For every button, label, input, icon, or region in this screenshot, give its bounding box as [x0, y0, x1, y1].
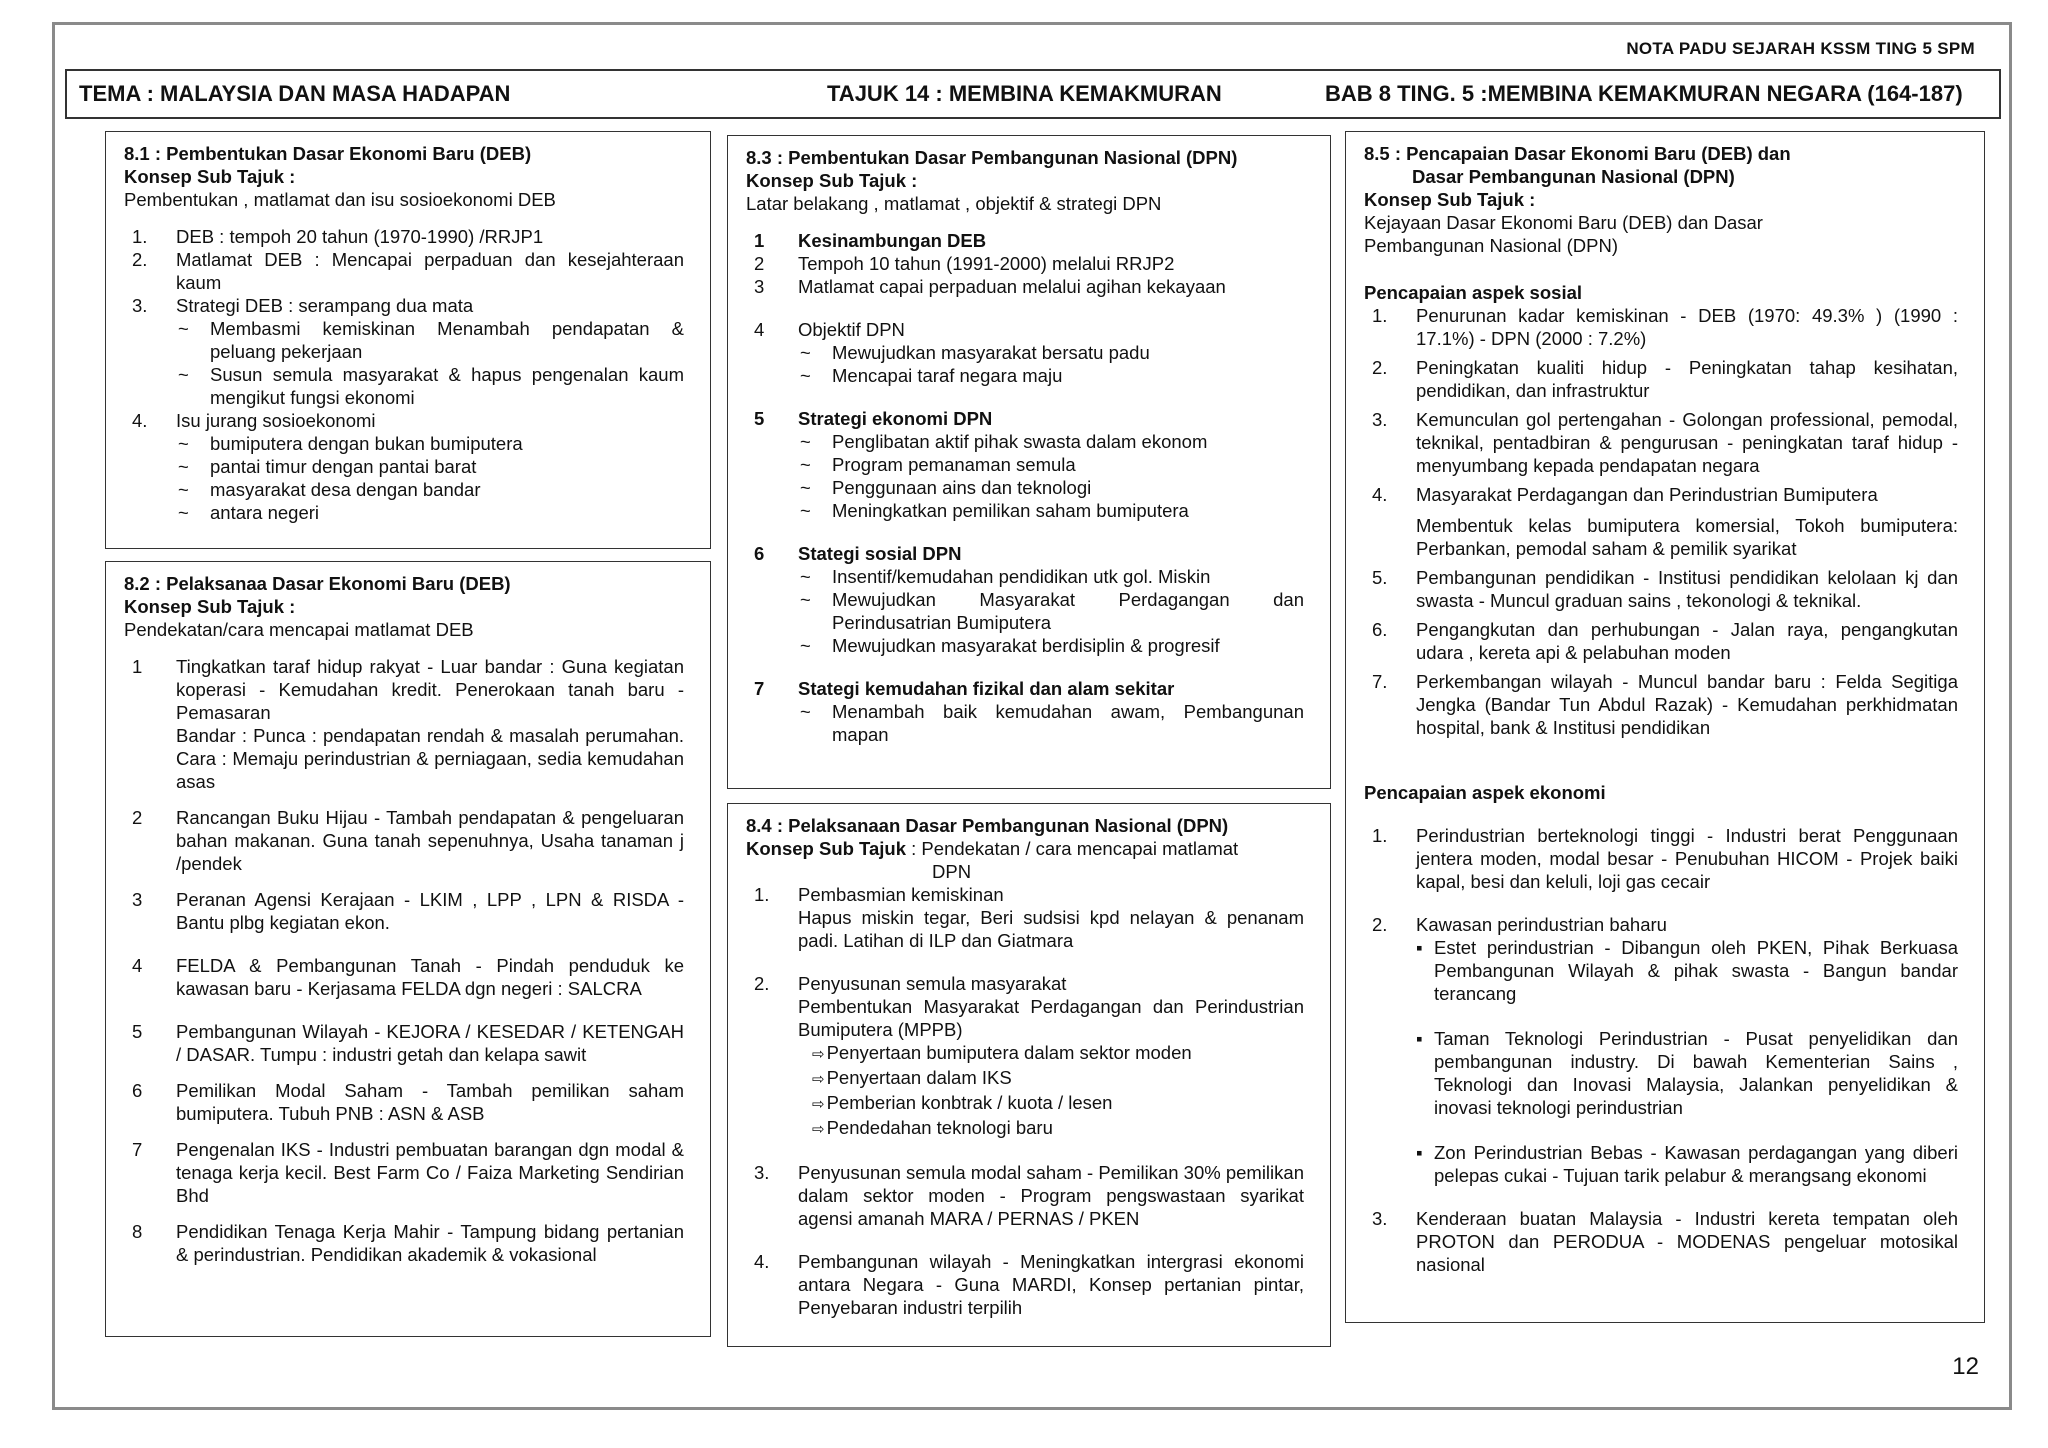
section-title-cont: Dasar Pembangunan Nasional (DPN)	[1412, 166, 1735, 187]
section-list	[746, 883, 1304, 1319]
list-item: 6 Pemilikan Modal Saham - Tambah pemilikan saham bumiputera. Tubuh PNB : ASN & ASB	[132, 1080, 684, 1124]
list-item: 3 Peranan Agensi Kerajaan - LKIM , LPP , LPN & RISDA - Bantu plbg kegiatan ekon.	[132, 889, 684, 933]
konsep-label: Konsep Sub Tajuk :	[124, 166, 296, 187]
konsep-label: Konsep Sub Tajuk	[746, 838, 907, 859]
section-8-5-box	[1345, 131, 1985, 1323]
list-item: 2. Kawasan perindustrian baharu ▪ Estet perindustrian - Dibangun oleh PKEN, Pihak Berkuasa Pembangunan Wilayah & pihak swasta - Bangun bandar terancang ▪ Taman Teknologi Perindustrian - Pusat penyelidikan dan pembangunan industry. Di bawah Kementerian Sains , Teknologi dan Inovasi Malaysia, Jalankan penyelidikan & inovasi teknologi perindustrian ▪ Zon Perindustrian Bebas - Kawasan perdagangan yang diberi pelepas cukai - Tujuan tarik pelabur & merangsang ekonomi	[1364, 913, 1958, 1187]
sub-item: ~ Insentif/kemudahan pendidikan utk gol. Miskin	[798, 565, 1304, 588]
section-list	[124, 655, 684, 1266]
sub-item: ~ pantai timur dengan pantai barat	[176, 455, 684, 478]
section-list	[746, 229, 1304, 746]
header-tema: TEMA : MALAYSIA DAN MASA HADAPAN	[79, 81, 511, 106]
sub-item: ~ masyarakat desa dengan bandar	[176, 478, 684, 501]
sub-item: ~ Mewujudkan Masyarakat Perdagangan dan Perindusatrian Bumiputera	[798, 588, 1304, 634]
list-item: 6 Stategi sosial DPN ~ Insentif/kemudahan pendidikan utk gol. Miskin ~ Mewujudkan Masyarakat Perdagangan dan Perindusatrian Bumiputera ~ Mewujudkan masyarakat berdisiplin & progresif	[746, 542, 1304, 657]
list-item: 1 Tingkatkan taraf hidup rakyat - Luar bandar : Guna kegiatan koperasi - Kemudahan kredit. Penerokaan tanah baru - Pemasaran Bandar : Punca : pendapatan rendah & masalah perumahan. Cara : Memaju perindustrian & perniagaan, sedia kemudahan asas	[132, 656, 684, 792]
konsep-label: Konsep Sub Tajuk :	[124, 596, 296, 617]
list-item: 4. Pembangunan wilayah - Meningkatkan intergrasi ekonomi antara Negara - Guna MARDI, Konsep pertanian pintar, Penyebaran industri terpilih	[754, 1251, 1304, 1318]
list-item: 7 Stategi kemudahan fizikal dan alam sekitar ~ Menambah baik kemudahan awam, Pembangunan mapan	[746, 677, 1304, 746]
list-item: 1. DEB : tempoh 20 tahun (1970-1990) /RRJP1	[132, 226, 544, 247]
page-frame	[52, 22, 2012, 1410]
sub-item: ~ Membasmi kemiskinan Menambah pendapatan & peluang pekerjaan	[176, 317, 684, 363]
list-item: 1. Pembasmian kemiskinan Hapus miskin tegar, Beri sudsisi kpd nelayan & penanam padi. Latihan di ILP dan Giatmara	[754, 884, 1304, 951]
list-item: 3. Penyusunan semula modal saham - Pemilikan 30% pemilikan dalam sektor moden - Program pengswastaan syarikat agensi amanah MARA / PERNAS / PKEN	[754, 1162, 1304, 1229]
list-item: 2 Tempoh 10 tahun (1991-2000) melalui RRJP2	[754, 253, 1175, 274]
section-8-1-box	[105, 131, 711, 549]
list-item: 1. Penurunan kadar kemiskinan - DEB (1970: 49.3% ) (1990 : 17.1%) - DPN (2000 : 7.2%)	[1372, 305, 1958, 349]
konsep-label: Konsep Sub Tajuk :	[746, 170, 918, 191]
list-item: 2. Penyusunan semula masyarakat Pembentukan Masyarakat Perdagangan dan Perindustrian Bumiputera (MPPB) ⇨ Penyertaan bumiputera dalam sektor moden ⇨ Penyertaan dalam IKS ⇨ Pemberian konbtrak / kuota / lesen ⇨ Pendedahan teknologi baru	[746, 972, 1304, 1141]
sub-item: ~ Mencapai taraf negara maju	[798, 364, 1304, 387]
list-item: 7. Perkembangan wilayah - Muncul bandar baru : Felda Segitiga Jengka (Bandar Tun Abdul Razak) - Kemudahan perkhidmatan hospital, bank & Institusi pendidikan	[1372, 671, 1958, 738]
list-item: 3 Matlamat capai perpaduan melalui agihan kekayaan	[754, 276, 1226, 297]
section-desc: Latar belakang , matlamat , objektif & strategi DPN	[746, 193, 1162, 214]
list-item: 5 Strategi ekonomi DPN ~ Penglibatan aktif pihak swasta dalam ekonom ~ Program pemanaman semula ~ Penggunaan ains dan teknologi ~ Meningkatkan pemilikan saham bumiputera	[746, 407, 1304, 522]
sub-item: ~ Program pemanaman semula	[798, 453, 1304, 476]
list-item: 5 Pembangunan Wilayah - KEJORA / KESEDAR / KETENGAH / DASAR. Tumpu : industri getah dan kelapa sawit	[132, 1021, 684, 1065]
sub-item: ▪ Zon Perindustrian Bebas - Kawasan perdagangan yang diberi pelepas cukai - Tujuan tarik pelabur & merangsang ekonomi	[1416, 1141, 1958, 1187]
section-8-4-box	[727, 803, 1331, 1347]
list-item: 2. Peningkatan kualiti hidup - Peningkatan tahap kesihatan, pendidikan, dan infrastruktur	[1372, 357, 1958, 401]
list-item: 6. Pengangkutan dan perhubungan - Jalan raya, pengangkutan udara , kereta api & pelabuhan moden	[1372, 619, 1958, 663]
section-title: 8.3 : Pembentukan Dasar Pembangunan Nasional (DPN)	[746, 147, 1238, 168]
sub-item: ~ Mewujudkan masyarakat berdisiplin & progresif	[798, 634, 1304, 657]
sub-item: ⇨ Penyertaan dalam IKS	[812, 1066, 1304, 1091]
sosial-list	[1364, 304, 1958, 739]
list-item: 7 Pengenalan IKS - Industri pembuatan barangan dgn modal & tenaga kerja kecil. Best Farm Co / Faiza Marketing Sendirian Bhd	[132, 1139, 684, 1206]
list-item: 1 Kesinambungan DEB	[754, 230, 987, 251]
list-item: 4 FELDA & Pembangunan Tanah - Pindah penduduk ke kawasan baru - Kerjasama FELDA dgn negeri : SALCRA	[132, 955, 684, 999]
konsep-label: Konsep Sub Tajuk :	[1364, 189, 1536, 210]
sub-item: ~ Meningkatkan pemilikan saham bumiputera	[798, 499, 1304, 522]
sub-item: ~ Mewujudkan masyarakat bersatu padu	[798, 341, 1304, 364]
list-item: 3. Kemunculan gol pertengahan - Golongan professional, pemodal, teknikal, pentadbiran & pengurusan - peningkatan taraf hidup - menyumbang kepada pendapatan negara	[1372, 409, 1958, 476]
section-desc: Pendekatan/cara mencapai matlamat DEB	[124, 619, 474, 640]
header-bab: BAB 8 TING. 5 :MEMBINA KEMAKMURAN NEGARA (164-187)	[1325, 81, 1963, 106]
sub-item: ▪ Estet perindustrian - Dibangun oleh PKEN, Pihak Berkuasa Pembangunan Wilayah & pihak swasta - Bangun bandar terancang	[1416, 936, 1958, 1005]
sub-item: ⇨ Penyertaan bumiputera dalam sektor moden	[812, 1041, 1304, 1066]
header-bar	[65, 69, 2001, 119]
section-desc: : Pendekatan / cara mencapai matlamat	[911, 838, 1239, 859]
list-item: 4. Masyarakat Perdagangan dan Perindustrian Bumiputera Membentuk kelas bumiputera komersial, Tokoh bumiputera: Perbankan, pemodal saham & pemilik syarikat	[1372, 484, 1958, 559]
sub-item: ~ Penglibatan aktif pihak swasta dalam ekonom	[798, 430, 1304, 453]
sosial-heading: Pencapaian aspek sosial	[1364, 282, 1583, 303]
header-tajuk: TAJUK 14 : MEMBINA KEMAKMURAN	[827, 81, 1222, 106]
section-title: 8.1 : Pembentukan Dasar Ekonomi Baru (DEB)	[124, 143, 532, 164]
section-title: 8.2 : Pelaksanaa Dasar Ekonomi Baru (DEB)	[124, 573, 511, 594]
sub-item: ⇨ Pendedahan teknologi baru	[812, 1116, 1304, 1141]
list-item: 4 Objektif DPN ~ Mewujudkan masyarakat bersatu padu ~ Mencapai taraf negara maju	[746, 318, 1304, 387]
section-desc: Kejayaan Dasar Ekonomi Baru (DEB) dan Dasar Pembangunan Nasional (DPN)	[1364, 212, 1763, 256]
section-list	[124, 225, 684, 524]
list-item: 2 Rancangan Buku Hijau - Tambah pendapatan & pengeluaran bahan makanan. Guna tanah sepenuhnya, Usaha tanaman j /pendek	[132, 807, 684, 874]
section-desc: Pembentukan , matlamat dan isu sosioekonomi DEB	[124, 189, 556, 210]
sub-item: ⇨ Pemberian konbtrak / kuota / lesen	[812, 1091, 1304, 1116]
sub-item: ▪ Taman Teknologi Perindustrian - Pusat penyelidikan dan pembangunan industry. Di bawah Kementerian Sains , Teknologi dan Inovasi Malaysia, Jalankan penyelidikan & inovasi teknologi perindustrian	[1416, 1027, 1958, 1119]
list-item: 2. Matlamat DEB : Mencapai perpaduan dan kesejahteraan kaum	[132, 249, 684, 293]
section-8-2-box	[105, 561, 711, 1337]
section-title: 8.4 : Pelaksanaan Dasar Pembangunan Nasional (DPN)	[746, 815, 1229, 836]
section-desc-cont: DPN	[932, 861, 972, 882]
list-item: 3. Kenderaan buatan Malaysia - Industri kereta tempatan oleh PROTON dan PERODUA - MODENAS pengeluar motosikal nasional	[1372, 1208, 1958, 1275]
sub-item: ~ Menambah baik kemudahan awam, Pembangunan mapan	[798, 700, 1304, 746]
ekonomi-heading: Pencapaian aspek ekonomi	[1364, 782, 1606, 803]
page-number: 12	[1952, 1353, 1979, 1380]
ekonomi-list	[1364, 824, 1958, 1276]
list-item: 4. Isu jurang sosioekonomi ~ bumiputera dengan bukan bumiputera ~ pantai timur dengan pantai barat ~ masyarakat desa dengan bandar ~ antara negeri	[124, 409, 684, 524]
list-item: 5. Pembangunan pendidikan - Institusi pendidikan kelolaan kj dan swasta - Muncul graduan sains , tekonologi & teknikal.	[1372, 567, 1958, 611]
section-title: 8.5 : Pencapaian Dasar Ekonomi Baru (DEB) dan	[1364, 143, 1791, 164]
sub-item: ~ bumiputera dengan bukan bumiputera	[176, 432, 684, 455]
list-item: 1. Perindustrian berteknologi tinggi - Industri berat Penggunaan jentera moden, modal besar - Penubuhan HICOM - Projek baiki kapal, besi dan keluli, loji gas cecair	[1372, 825, 1958, 892]
sub-item: ~ Penggunaan ains dan teknologi	[798, 476, 1304, 499]
sub-item: ~ Susun semula masyarakat & hapus pengenalan kaum mengikut fungsi ekonomi	[176, 363, 684, 409]
top-note: NOTA PADU SEJARAH KSSM TING 5 SPM	[1626, 39, 1975, 58]
list-item: 3. Strategi DEB : serampang dua mata ~ Membasmi kemiskinan Menambah pendapatan & peluang pekerjaan ~ Susun semula masyarakat & hapus pengenalan kaum mengikut fungsi ekonomi	[124, 294, 684, 409]
section-8-3-box	[727, 135, 1331, 789]
sub-item: ~ antara negeri	[176, 501, 684, 524]
list-item: 8 Pendidikan Tenaga Kerja Mahir - Tampung bidang pertanian & perindustrian. Pendidikan akademik & vokasional	[132, 1221, 684, 1265]
